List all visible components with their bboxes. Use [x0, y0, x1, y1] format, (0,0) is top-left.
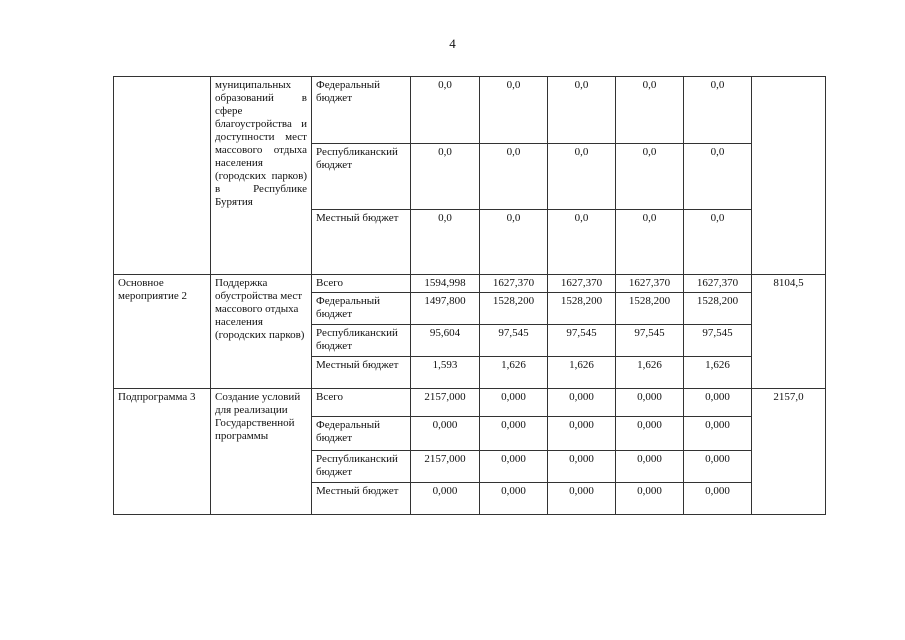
- value-cell: 1627,370: [480, 275, 548, 293]
- value-cell: 0,0: [411, 77, 480, 144]
- value-cell: 0,0: [411, 210, 480, 275]
- value-cell: 0,000: [548, 483, 616, 515]
- page-number: 4: [449, 36, 456, 51]
- value-cell: 0,000: [616, 417, 684, 451]
- funding-source-cell: Всего: [312, 275, 411, 293]
- value-cell: 0,000: [616, 483, 684, 515]
- value-cell: 1528,200: [480, 293, 548, 325]
- value-cell: 1627,370: [616, 275, 684, 293]
- value-cell: 0,000: [480, 483, 548, 515]
- value-cell: 0,000: [684, 417, 752, 451]
- value-cell: 0,000: [548, 451, 616, 483]
- value-cell: 1,626: [548, 357, 616, 389]
- measure-name-cell: [114, 77, 211, 275]
- value-cell: 1528,200: [616, 293, 684, 325]
- funding-source-cell: Всего: [312, 389, 411, 417]
- value-cell: 1528,200: [684, 293, 752, 325]
- value-cell: 0,000: [480, 389, 548, 417]
- value-cell: 2157,000: [411, 451, 480, 483]
- value-cell: 1,626: [616, 357, 684, 389]
- measure-name-cell: Подпрограмма 3: [114, 389, 211, 515]
- funding-source-cell: Местный бюджет: [312, 357, 411, 389]
- value-cell: 0,000: [548, 389, 616, 417]
- funding-source-cell: Республиканский бюджет: [312, 451, 411, 483]
- value-cell: 97,545: [548, 325, 616, 357]
- value-cell: 97,545: [684, 325, 752, 357]
- measure-description-cell: муниципальных образований в сфере благоустройства и доступности мест массового отдыха населения (городских парков) в Республике Бурятия: [211, 77, 312, 275]
- value-cell: 2157,000: [411, 389, 480, 417]
- value-cell: 1497,800: [411, 293, 480, 325]
- measure-name-cell: Основное мероприятие 2: [114, 275, 211, 389]
- value-cell: 1,593: [411, 357, 480, 389]
- value-cell: 0,0: [616, 210, 684, 275]
- value-cell: 0,000: [616, 451, 684, 483]
- value-cell: 0,0: [616, 77, 684, 144]
- table-row: [114, 275, 826, 293]
- measure-description-cell: Создание условий для реализации Государственной программы: [211, 389, 312, 515]
- funding-source-cell: Федеральный бюджет: [312, 417, 411, 451]
- value-cell: 1528,200: [548, 293, 616, 325]
- value-cell: 1627,370: [684, 275, 752, 293]
- funding-source-cell: Республиканский бюджет: [312, 325, 411, 357]
- value-cell: 0,0: [684, 144, 752, 210]
- value-cell: 0,0: [480, 77, 548, 144]
- value-cell: 0,000: [684, 483, 752, 515]
- measure-description-cell: Поддержка обустройства мест массового отдыха населения (городских парков): [211, 275, 312, 389]
- table-row: [114, 77, 826, 144]
- value-cell: 0,0: [480, 210, 548, 275]
- value-cell: 97,545: [616, 325, 684, 357]
- funding-source-cell: Местный бюджет: [312, 210, 411, 275]
- value-cell: 0,000: [480, 451, 548, 483]
- value-cell: 0,0: [411, 144, 480, 210]
- value-cell: 0,0: [548, 210, 616, 275]
- total-cell: 2157,0: [752, 389, 826, 515]
- budget-table: [113, 76, 826, 515]
- value-cell: 1,626: [480, 357, 548, 389]
- value-cell: 0,000: [480, 417, 548, 451]
- value-cell: 95,604: [411, 325, 480, 357]
- value-cell: 1627,370: [548, 275, 616, 293]
- value-cell: 0,0: [548, 144, 616, 210]
- value-cell: 0,000: [684, 389, 752, 417]
- table-row: [114, 389, 826, 417]
- value-cell: 0,0: [684, 210, 752, 275]
- value-cell: 0,000: [411, 483, 480, 515]
- value-cell: 1,626: [684, 357, 752, 389]
- value-cell: 0,0: [684, 77, 752, 144]
- total-cell: 8104,5: [752, 275, 826, 389]
- funding-source-cell: Федеральный бюджет: [312, 293, 411, 325]
- value-cell: 0,0: [616, 144, 684, 210]
- value-cell: 0,000: [616, 389, 684, 417]
- value-cell: 0,0: [480, 144, 548, 210]
- funding-source-cell: Местный бюджет: [312, 483, 411, 515]
- value-cell: 0,0: [548, 77, 616, 144]
- value-cell: 0,000: [548, 417, 616, 451]
- value-cell: 0,000: [684, 451, 752, 483]
- value-cell: 1594,998: [411, 275, 480, 293]
- value-cell: 97,545: [480, 325, 548, 357]
- funding-source-cell: Федеральный бюджет: [312, 77, 411, 144]
- funding-source-cell: Республиканский бюджет: [312, 144, 411, 210]
- value-cell: 0,000: [411, 417, 480, 451]
- total-cell: [752, 77, 826, 275]
